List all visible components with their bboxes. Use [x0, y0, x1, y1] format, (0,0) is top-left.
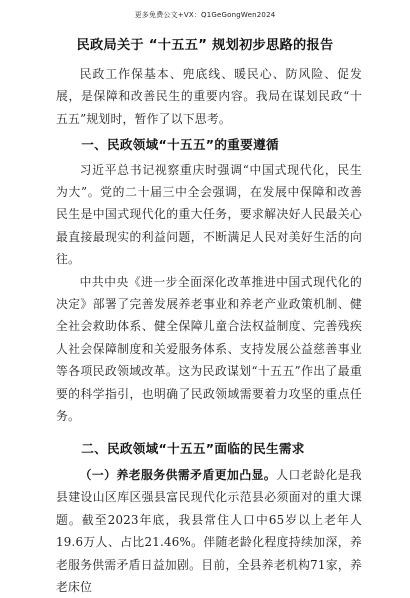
section-1-paragraph-2: 中共中央《进一步全面深化改革推进中国式现代化的决定》部署了完善发展养老事业和养老产业政策机制、健全社会救助体系、健全保障儿童合法权益制度、完善残疾人社会保障制度和关爱服务体系、支持发展公益慈善事业等各项民政领域改革。这为民政谋划“十五五”作出了最重要的科学指引，也明确了民政领域需要着力攻坚的重点任务。	[56, 274, 362, 424]
section-1-paragraph-1: 习近平总书记视察重庆时强调“中国式现代化，民生为大”。党的二十届三中全会强调，在发展中保障和改善民生是中国式现代化的重大任务，要求解决好人民最关心最直接最现实的利益问题，不断满足人民对美好生活的向往。	[56, 162, 362, 267]
section-2-paragraph-1	[56, 464, 362, 598]
document-title: 民政局关于 “十五五” 规划初步思路的报告	[76, 38, 334, 53]
header-watermark: 更多免费公文+VX：Q1GeGongWen2024	[134, 11, 276, 19]
subsection-1-text: 人口老龄化是我县建设山区库区强县富民现代化示范县必须面对的重大课题。截至2023年底，我县常住人口中65岁以上老年人19.6万人、占比21.46%。伴随老龄化程度持续加深，养老服务供需矛盾日益加剧。目前，全县养老机构71家，养老床位	[56, 467, 362, 594]
intro-paragraph: 民政工作保基本、兜底线、暖民心、防风险、促发展，是保障和改善民生的重要内容。我局在谋划民政“十五五”规划时，暂作了以下思考。	[56, 67, 362, 126]
section-1-heading: 一、民政领域“十五五”的重要遵循	[81, 137, 279, 153]
document-body	[56, 63, 362, 598]
subsection-1-lead: （一）养老服务供需矛盾更加凸显。	[79, 467, 277, 482]
section-2-heading: 二、民政领域“十五五”面临的民生需求	[81, 440, 305, 456]
